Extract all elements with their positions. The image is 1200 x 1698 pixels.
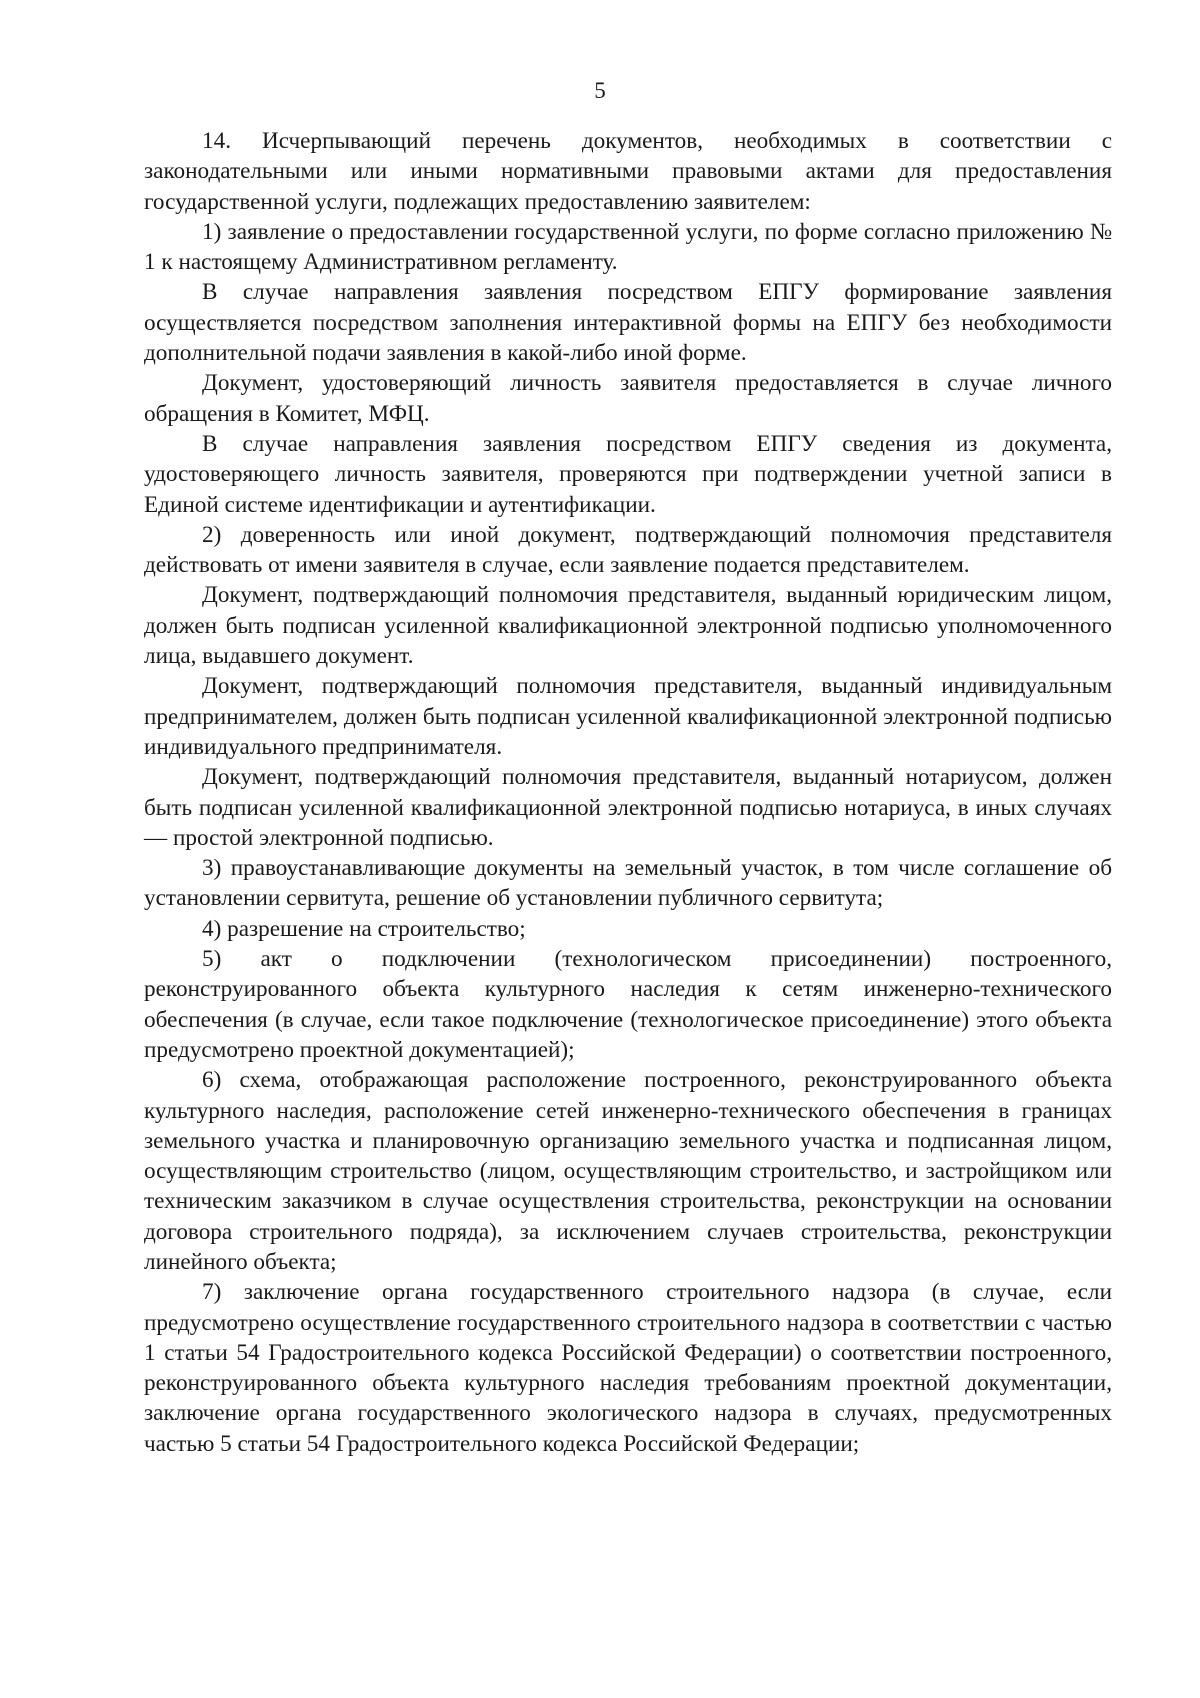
page-number: 5	[594, 78, 606, 103]
paragraph-notary-signature: Документ, подтверждающий полномочия представителя, выданный нотариусом, должен быть подписан усиленной квалификационной электронной подписью нотариуса, в иных случаях — простой электронной подписью.	[144, 764, 1112, 851]
paragraph-item-14-heading: 14. Исчерпывающий перечень документов, необходимых в соответствии с законодательными или иными нормативными правовыми актами для предоставления государственной услуги, подлежащих предоставлению заявителем:	[144, 128, 1112, 215]
paragraph-item-4-building-permit: 4) разрешение на строительство;	[202, 915, 526, 942]
paragraph-epgu-identity: В случае направления заявления посредством ЕПГУ сведения из документа, удостоверяющего личность заявителя, проверяются при подтверждении учетной записи в Единой системе идентификации и аутентификации.	[144, 430, 1112, 518]
paragraph-item-6-site-scheme: 6) схема, отображающая расположение построенного, реконструированного объекта культурного наследия, расположение сетей инженерно-технического обеспечения в границах земельного участка и планировочную организацию земельного участка и подписанная лицом, осуществляющим строительство (лицом, осуществляющим строительство, и застройщиком или техническим заказчиком в случае осуществления строительства, реконструкции на основании договора строительного подряда), за исключением случаев строительства, реконструкции линейного объекта;	[144, 1067, 1112, 1275]
paragraph-identity-document: Документ, удостоверяющий личность заявителя предоставляется в случае личного обращения в Комитет, МФЦ.	[144, 370, 1112, 427]
paragraph-item-2-power-of-attorney: 2) доверенность или иной документ, подтверждающий полномочия представителя действовать от имени заявителя в случае, если заявление подается представителем.	[144, 521, 1112, 579]
paragraph-entrepreneur-signature: Документ, подтверждающий полномочия представителя, выданный индивидуальным предпринимателем, должен быть подписан усиленной квалификационной электронной подписью индивидуального предпринимателя.	[144, 673, 1112, 760]
document-body	[144, 126, 1112, 1459]
paragraph-legal-entity-signature: Документ, подтверждающий полномочия представителя, выданный юридическим лицом, должен быть подписан усиленной квалификационной электронной подписью уполномоченного лица, выдавшего документ.	[144, 582, 1112, 670]
paragraph-item-7-supervision-conclusion: 7) заключение органа государственного строительного надзора (в случае, если предусмотрено осуществление государственного строительного надзора в соответствии с частью 1 статьи 54 Градостроительного кодекса Российской Федерации) о соответствии построенного, реконструированного объекта культурного наследия требованиям проектной документации, заключение органа государственного экологического надзора в случаях, предусмотренных частью 5 статьи 54 Градостроительного кодекса Российской Федерации;	[144, 1279, 1112, 1457]
paragraph-item-1-application: 1) заявление о предоставлении государственной услуги, по форме согласно приложению № 1 к настоящему Административном регламенту.	[144, 218, 1112, 276]
paragraph-item-5-connection-act: 5) акт о подключении (технологическом присоединении) построенного, реконструированного объекта культурного наследия к сетям инженерно-технического обеспечения (в случае, если такое подключение (технологическое присоединение) этого объекта предусмотрено проектной документацией);	[144, 946, 1112, 1063]
paragraph-item-3-land-documents: 3) правоустанавливающие документы на земельный участок, в том числе соглашение об установлении сервитута, решение об установлении публичного сервитута;	[144, 855, 1112, 912]
paragraph-epgu-application: В случае направления заявления посредством ЕПГУ формирование заявления осуществляется посредством заполнения интерактивной формы на ЕПГУ без необходимости дополнительной подачи заявления в какой-либо иной форме.	[144, 279, 1112, 367]
